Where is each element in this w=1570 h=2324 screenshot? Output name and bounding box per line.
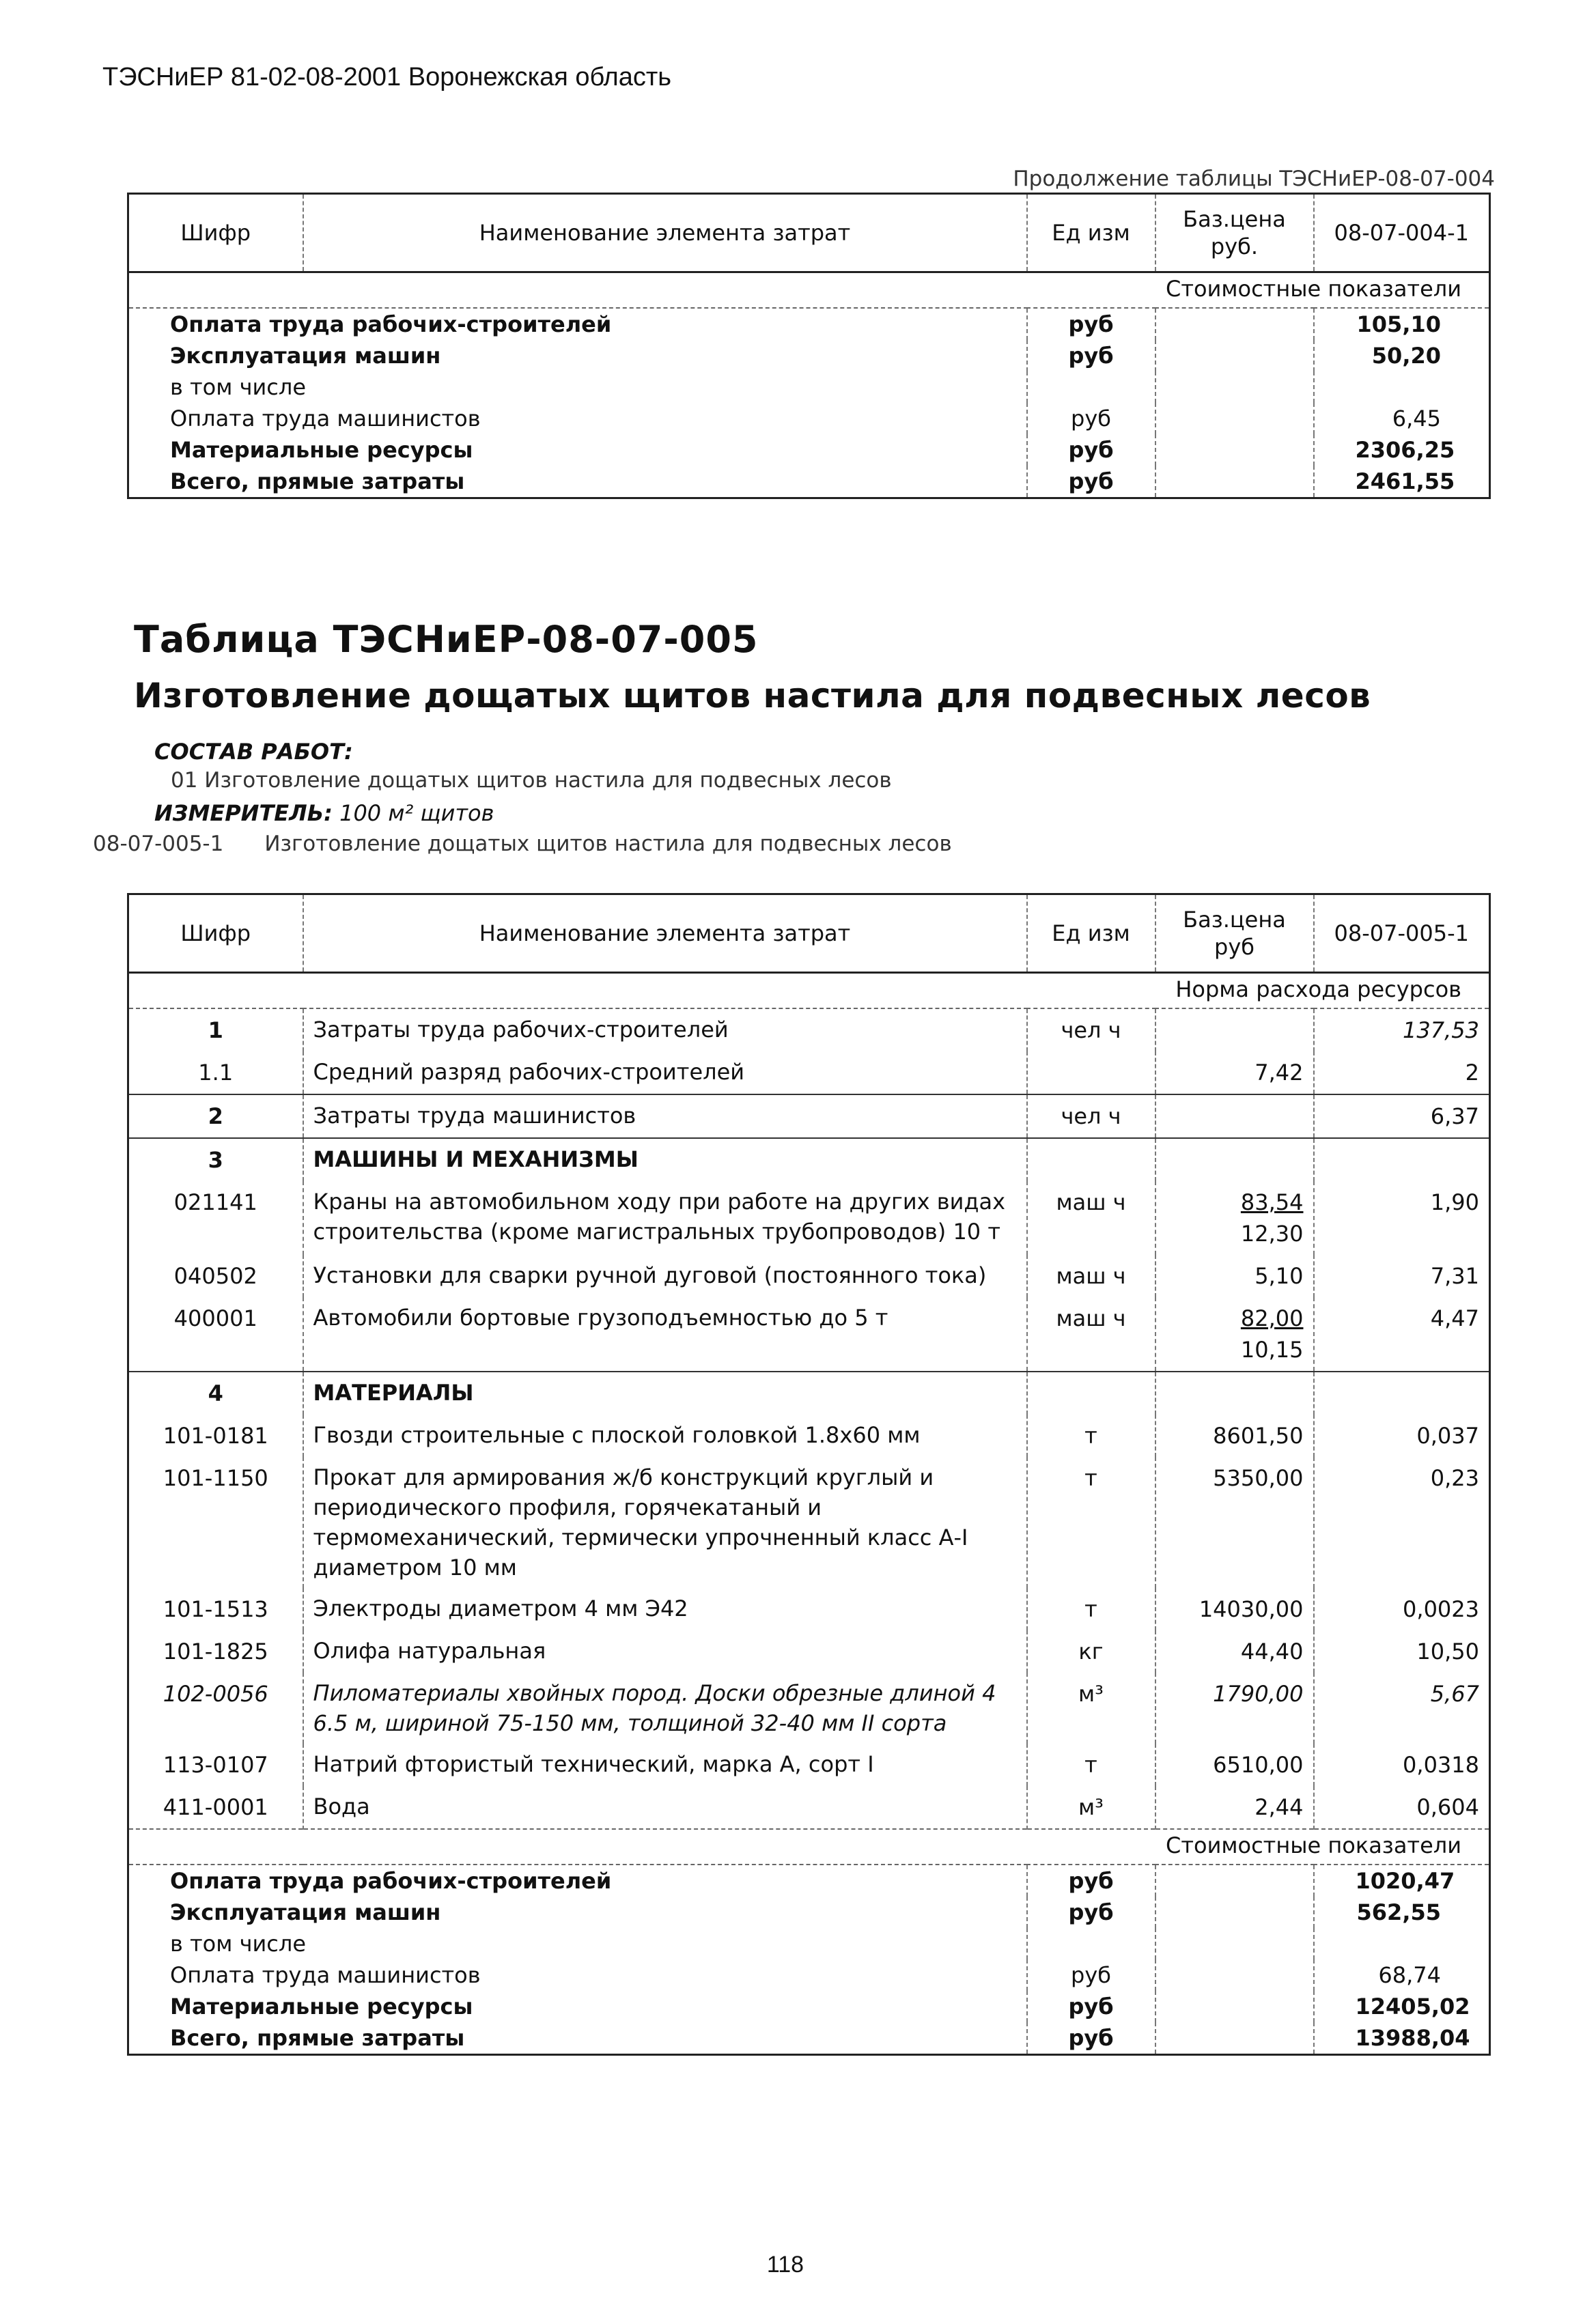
summary-name: в том числе <box>170 374 306 400</box>
row-price <box>1155 1372 1314 1415</box>
summary-name: Материальные ресурсы <box>170 437 473 463</box>
table-row <box>128 1138 1490 1181</box>
table-row <box>128 1181 1490 1255</box>
summary-price <box>1155 1991 1314 2022</box>
izmeritel-value: 100 м² щитов <box>339 800 494 826</box>
summary-price <box>1155 1865 1314 1897</box>
summary-price <box>1155 466 1314 498</box>
row-code: 3 <box>128 1138 303 1181</box>
row-name: Натрий фтористый технический, марка А, сорт I <box>303 1744 1027 1786</box>
norm-code: 08-07-005-1 <box>93 832 224 856</box>
row-value: 0,0023 <box>1314 1588 1490 1630</box>
summary-value <box>1314 371 1490 403</box>
summary-value: 1020,47 <box>1314 1865 1490 1897</box>
summary-unit: руб <box>1027 1959 1155 1991</box>
table-row <box>128 1051 1490 1094</box>
row-name: Автомобили бортовые грузоподъемностью до 5 т <box>303 1297 1027 1372</box>
summary-row <box>128 403 1490 434</box>
col-name-header: Наименование элемента затрат <box>303 894 1027 973</box>
table-row <box>128 1008 1490 1051</box>
row-price-primary: 83,54 <box>1240 1189 1304 1215</box>
summary-value: 2461,55 <box>1314 466 1490 498</box>
summary-row <box>128 2022 1490 2055</box>
summary-row <box>128 371 1490 403</box>
col-item-header: 08-07-005-1 <box>1314 894 1490 973</box>
summary-name: в том числе <box>170 1931 306 1957</box>
norm-table <box>127 893 1491 2056</box>
row-code: 101-0181 <box>163 1423 268 1449</box>
summary-unit: руб <box>1027 308 1155 340</box>
row-price-primary: 7,42 <box>1254 1060 1304 1086</box>
row-price <box>1155 1457 1314 1588</box>
izmeritel <box>154 800 494 826</box>
row-value <box>1314 1138 1490 1181</box>
summary-name: Материальные ресурсы <box>170 1994 473 2020</box>
row-value: 0,604 <box>1314 1786 1490 1829</box>
table-row <box>128 1588 1490 1630</box>
table-title: Таблица ТЭСНиЕР-08-07-005 <box>134 618 759 661</box>
summary-name: Оплата труда машинистов <box>170 1962 481 1988</box>
summary-price <box>1155 1928 1314 1959</box>
row-code: 101-1513 <box>163 1596 268 1622</box>
row-price <box>1155 1051 1314 1094</box>
row-name: Гвозди строительные с плоской головкой 1.8x60 мм <box>303 1415 1027 1457</box>
col-unit-header: Ед изм <box>1027 894 1155 973</box>
row-price-primary: 1790,00 <box>1213 1681 1304 1707</box>
row-unit: чел ч <box>1027 1094 1155 1138</box>
row-code: 4 <box>128 1372 303 1415</box>
col-item-header: 08-07-004-1 <box>1314 194 1490 272</box>
summary-price <box>1155 434 1314 466</box>
row-price <box>1155 1094 1314 1138</box>
row-price-primary: 44,40 <box>1240 1639 1304 1664</box>
summary-price <box>1155 1897 1314 1928</box>
summary-unit: руб <box>1027 1865 1155 1897</box>
row-code: 021141 <box>173 1189 257 1215</box>
summary-price <box>1155 1959 1314 1991</box>
summary-unit: руб <box>1027 2022 1155 2055</box>
summary-value: 68,74 <box>1314 1959 1490 1991</box>
continuation-table <box>127 193 1491 499</box>
cost-subheader: Стоимостные показатели <box>128 1829 1490 1865</box>
summary-row <box>128 466 1490 498</box>
row-price <box>1155 1588 1314 1630</box>
table-row <box>128 1255 1490 1297</box>
summary-row <box>128 1897 1490 1928</box>
row-value: 2 <box>1314 1051 1490 1094</box>
row-price-primary: 5350,00 <box>1213 1465 1304 1491</box>
row-unit: чел ч <box>1027 1008 1155 1051</box>
row-code: 113-0107 <box>163 1752 268 1778</box>
row-unit: маш ч <box>1027 1181 1155 1255</box>
summary-name: Эксплуатация машин <box>170 343 441 369</box>
row-name: Олифа натуральная <box>303 1630 1027 1673</box>
sostav-item: 01 Изготовление дощатых щитов настила для подвесных лесов <box>171 768 892 793</box>
summary-value: 12405,02 <box>1314 1991 1490 2022</box>
sostav-label: СОСТАВ РАБОТ: <box>154 739 353 765</box>
page-header: ТЭСНиЕР 81-02-08-2001 Воронежская область <box>102 63 672 91</box>
summary-price <box>1155 2022 1314 2055</box>
summary-value: 50,20 <box>1314 340 1490 371</box>
row-price-primary: 82,00 <box>1240 1305 1304 1331</box>
summary-unit: руб <box>1027 466 1155 498</box>
summary-value: 6,45 <box>1314 403 1490 434</box>
row-price <box>1155 1138 1314 1181</box>
summary-unit: руб <box>1027 403 1155 434</box>
table-row <box>128 1744 1490 1786</box>
row-value: 6,37 <box>1314 1094 1490 1138</box>
continuation-table-header <box>128 194 1490 272</box>
row-value <box>1314 1372 1490 1415</box>
summary-unit: руб <box>1027 1991 1155 2022</box>
summary-price <box>1155 340 1314 371</box>
summary-value: 13988,04 <box>1314 2022 1490 2055</box>
col-code-header: Шифр <box>128 194 303 272</box>
summary-value <box>1314 1928 1490 1959</box>
row-name: Пиломатериалы хвойных пород. Доски обрезные длиной 4 6.5 м, шириной 75-150 мм, толщиной 32-40 мм II сорта <box>303 1673 1027 1744</box>
norm-subheader-row <box>128 973 1490 1009</box>
continuation-summary <box>128 308 1490 498</box>
continuation-caption: Продолжение таблицы ТЭСНиЕР-08-07-004 <box>1013 167 1495 191</box>
norm-code-line <box>93 832 952 856</box>
row-name: Прокат для армирования ж/б конструкций круглый и периодического профиля, горячекатаный и термомеханический, термически упрочненный класс А-I диаметром 10 мм <box>303 1457 1027 1588</box>
table-row <box>128 1786 1490 1829</box>
row-name: Электроды диаметром 4 мм Э42 <box>303 1588 1027 1630</box>
summary-value: 2306,25 <box>1314 434 1490 466</box>
row-code: 102-0056 <box>163 1681 268 1707</box>
row-price-primary: 6510,00 <box>1213 1752 1304 1778</box>
row-code: 1 <box>208 1017 223 1043</box>
table-row <box>128 1457 1490 1588</box>
row-price <box>1155 1673 1314 1744</box>
row-name: Вода <box>303 1786 1027 1829</box>
continuation-subheader-row <box>128 272 1490 309</box>
table-row <box>128 1630 1490 1673</box>
norm-summary <box>128 1865 1490 2055</box>
row-value: 5,67 <box>1314 1673 1490 1744</box>
row-price-primary: 5,10 <box>1254 1263 1304 1289</box>
row-name: МАШИНЫ И МЕХАНИЗМЫ <box>303 1138 1027 1181</box>
row-name: Затраты труда рабочих-строителей <box>303 1008 1027 1051</box>
summary-row <box>128 1991 1490 2022</box>
row-code: 101-1150 <box>163 1465 268 1491</box>
row-price-primary: 2,44 <box>1254 1794 1304 1820</box>
summary-row <box>128 308 1490 340</box>
row-price-primary: 8601,50 <box>1213 1423 1304 1449</box>
summary-unit: руб <box>1027 340 1155 371</box>
row-unit <box>1027 1372 1155 1415</box>
table-subtitle: Изготовление дощатых щитов настила для подвесных лесов <box>134 676 1371 715</box>
row-value: 7,31 <box>1314 1255 1490 1297</box>
row-code: 1.1 <box>198 1060 234 1086</box>
summary-price <box>1155 308 1314 340</box>
row-name: Затраты труда машинистов <box>303 1094 1027 1138</box>
continuation-subheader: Стоимостные показатели <box>128 272 1490 309</box>
row-value: 4,47 <box>1314 1297 1490 1372</box>
table-row <box>128 1372 1490 1415</box>
row-code: 101-1825 <box>163 1639 268 1664</box>
row-value: 137,53 <box>1314 1008 1490 1051</box>
summary-row <box>128 434 1490 466</box>
summary-value: 562,55 <box>1314 1897 1490 1928</box>
norm-rows <box>128 1008 1490 1829</box>
summary-unit <box>1027 1928 1155 1959</box>
row-value: 0,23 <box>1314 1457 1490 1588</box>
row-price <box>1155 1255 1314 1297</box>
col-unit-header: Ед изм <box>1027 194 1155 272</box>
row-price <box>1155 1415 1314 1457</box>
summary-unit: руб <box>1027 434 1155 466</box>
row-code: 411-0001 <box>163 1794 268 1820</box>
summary-price <box>1155 371 1314 403</box>
summary-row <box>128 1865 1490 1897</box>
izmeritel-label: ИЗМЕРИТЕЛЬ: <box>154 800 333 826</box>
row-price-secondary: 12,30 <box>1240 1221 1304 1247</box>
row-name: МАТЕРИАЛЫ <box>303 1372 1027 1415</box>
row-unit: м³ <box>1027 1786 1155 1829</box>
row-value: 1,90 <box>1314 1181 1490 1255</box>
table-row <box>128 1673 1490 1744</box>
row-unit <box>1027 1051 1155 1094</box>
row-unit <box>1027 1138 1155 1181</box>
row-value: 0,037 <box>1314 1415 1490 1457</box>
row-price <box>1155 1008 1314 1051</box>
row-price <box>1155 1630 1314 1673</box>
summary-name: Оплата труда машинистов <box>170 406 481 431</box>
summary-price <box>1155 403 1314 434</box>
cost-subheader-row <box>128 1829 1490 1865</box>
row-price <box>1155 1786 1314 1829</box>
row-price <box>1155 1744 1314 1786</box>
table-row <box>128 1094 1490 1138</box>
row-price-secondary: 10,15 <box>1240 1337 1304 1363</box>
col-name-header: Наименование элемента затрат <box>303 194 1027 272</box>
page-number: 118 <box>766 2252 804 2278</box>
row-price <box>1155 1181 1314 1255</box>
row-unit: маш ч <box>1027 1255 1155 1297</box>
summary-row <box>128 1928 1490 1959</box>
summary-row <box>128 340 1490 371</box>
summary-name: Оплата труда рабочих-строителей <box>170 311 612 337</box>
summary-name: Всего, прямые затраты <box>170 468 465 494</box>
row-price-primary: 14030,00 <box>1198 1596 1304 1622</box>
row-unit: т <box>1027 1744 1155 1786</box>
row-unit: кг <box>1027 1630 1155 1673</box>
norm-subheader: Норма расхода ресурсов <box>128 973 1490 1009</box>
row-unit: т <box>1027 1588 1155 1630</box>
row-name: Средний разряд рабочих-строителей <box>303 1051 1027 1094</box>
summary-unit: руб <box>1027 1897 1155 1928</box>
row-code: 040502 <box>173 1263 257 1289</box>
row-code: 2 <box>128 1094 303 1138</box>
summary-name: Эксплуатация машин <box>170 1899 441 1925</box>
row-code: 400001 <box>173 1305 257 1331</box>
row-unit: т <box>1027 1415 1155 1457</box>
summary-value: 105,10 <box>1314 308 1490 340</box>
row-unit: маш ч <box>1027 1297 1155 1372</box>
table-row <box>128 1297 1490 1372</box>
row-value: 10,50 <box>1314 1630 1490 1673</box>
summary-name: Оплата труда рабочих-строителей <box>170 1868 612 1894</box>
col-price-header: Баз.цена руб <box>1155 894 1314 973</box>
row-unit: м³ <box>1027 1673 1155 1744</box>
col-price-header: Баз.цена руб. <box>1155 194 1314 272</box>
row-unit: т <box>1027 1457 1155 1588</box>
col-code-header: Шифр <box>128 894 303 973</box>
table-row <box>128 1415 1490 1457</box>
norm-code-desc: Изготовление дощатых щитов настила для подвесных лесов <box>264 832 952 856</box>
summary-row <box>128 1959 1490 1991</box>
summary-unit <box>1027 371 1155 403</box>
row-value: 0,0318 <box>1314 1744 1490 1786</box>
summary-name: Всего, прямые затраты <box>170 2025 465 2051</box>
row-name: Установки для сварки ручной дуговой (постоянного тока) <box>303 1255 1027 1297</box>
norm-table-header <box>128 894 1490 973</box>
row-price <box>1155 1297 1314 1372</box>
row-name: Краны на автомобильном ходу при работе на других видах строительства (кроме магистральных трубопроводов) 10 т <box>303 1181 1027 1255</box>
